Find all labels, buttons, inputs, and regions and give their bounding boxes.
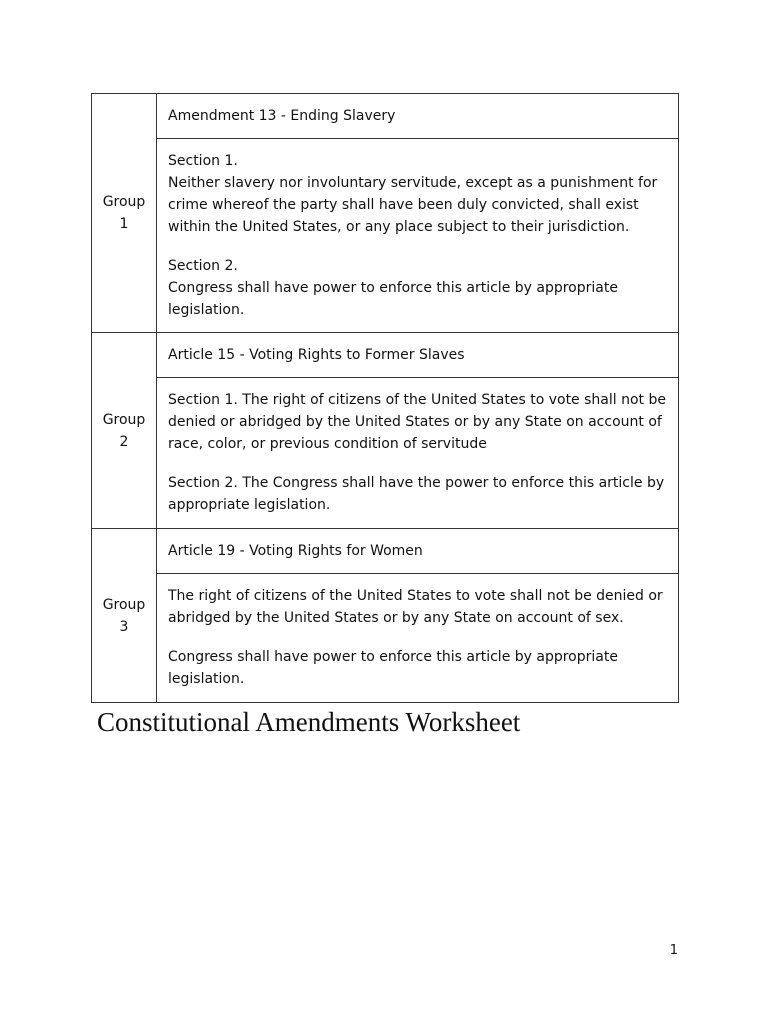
group-3-heading-row [92,529,679,574]
group-2-heading-row [92,333,679,378]
group-2-number: 2 [119,433,129,450]
group-3-heading: Article 19 - Voting Rights for Women [157,529,679,574]
group-3-number: 3 [119,618,129,635]
group-1-body-row [92,139,679,333]
amendments-table [91,93,679,703]
group-1-label-cell [92,94,157,333]
worksheet-title: Constitutional Amendments Worksheet [97,707,521,737]
group-1-heading: Amendment 13 - Ending Slavery [157,94,679,139]
group-2-word: Group [102,411,146,428]
group-1-body [157,139,679,333]
group-2-body [157,378,679,529]
group-1-heading-row [92,94,679,139]
group-1-number: 1 [119,216,129,232]
group-1-section-2-label: Section 2. [168,258,238,274]
group-3-word: Group [102,596,146,613]
group-1-word: Group [102,194,146,210]
group-1-section-1 [168,150,668,238]
group-2-section-1: Section 1. The right of citizens of the United States to vote shall not be denied or abridged by the United States or by any State on account of race, color, or previous condition of servitude [168,392,666,452]
group-1-section-2 [168,255,668,321]
group-1-section-1-text: Neither slavery nor involuntary servitude, except as a punishment for crime whereof the party shall have been duly convicted, shall exist within the United States, or any place subject to their jurisdiction. [168,175,658,235]
group-3-body-row [92,574,679,703]
page-number: 1 [669,943,678,958]
group-1-section-1-label: Section 1. [168,153,238,169]
group-2-heading: Article 15 - Voting Rights to Former Slaves [157,333,679,378]
group-2-section-2: Section 2. The Congress shall have the power to enforce this article by appropriate legislation. [168,475,665,513]
group-3-section-2: Congress shall have power to enforce this article by appropriate legislation. [168,649,618,687]
group-2-body-row [92,378,679,529]
group-3-label-cell [92,529,157,703]
group-1-section-2-text: Congress shall have power to enforce this article by appropriate legislation. [168,280,618,318]
group-3-section-1: The right of citizens of the United States to vote shall not be denied or abridged by the United States or by any State on account of sex. [168,588,663,626]
group-2-label-cell [92,333,157,529]
group-3-body [157,574,679,703]
